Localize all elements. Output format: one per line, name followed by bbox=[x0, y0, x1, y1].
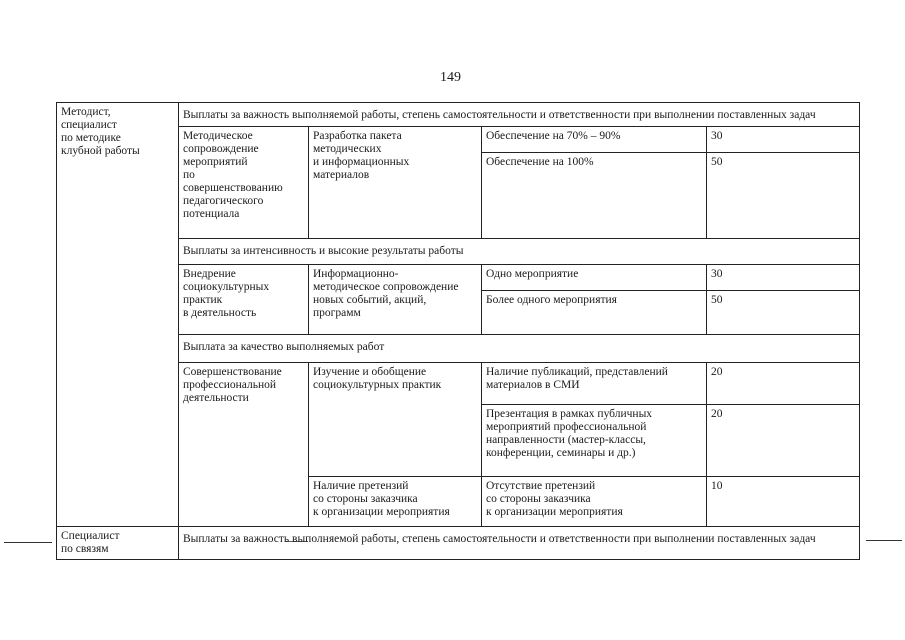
indicator-name: Разработка пакета методических и информационных материалов bbox=[313, 130, 410, 181]
condition-cell bbox=[482, 127, 707, 153]
section-title bbox=[179, 527, 860, 560]
points-cell bbox=[707, 265, 860, 291]
condition-text: Обеспечение на 100% bbox=[486, 156, 594, 168]
section-header-row bbox=[57, 103, 860, 127]
condition-text: Обеспечение на 70% – 90% bbox=[486, 130, 621, 142]
section-title-text: Выплаты за важность выполняемой работы, степень самостоятельности и ответственности при выполнении поставленных задач bbox=[183, 533, 816, 545]
indicator-name: Наличие претензий со стороны заказчика к организации мероприятия bbox=[313, 480, 450, 518]
points-value: 50 bbox=[711, 156, 723, 168]
criterion-cell bbox=[179, 127, 309, 239]
condition-cell bbox=[482, 363, 707, 405]
criterion-name: Методическое сопровождение мероприятий по совершенствованию педагогического потенциала bbox=[183, 130, 283, 220]
condition-cell bbox=[482, 291, 707, 335]
indicator-name: Изучение и обобщение социокультурных практик bbox=[313, 366, 442, 391]
role-cell bbox=[57, 103, 179, 527]
points-value: 50 bbox=[711, 294, 723, 306]
section-title-text: Выплаты за важность выполняемой работы, степень самостоятельности и ответственности при выполнении поставленных задач bbox=[183, 109, 816, 121]
table-body bbox=[57, 103, 860, 560]
points-value: 20 bbox=[711, 408, 723, 420]
condition-text: Презентация в рамках публичных мероприятий профессиональной направленности (мастер-классы, конференции, семинары и др.) bbox=[486, 408, 653, 459]
condition-cell bbox=[482, 153, 707, 239]
section-title bbox=[179, 239, 860, 265]
points-value: 30 bbox=[711, 268, 723, 280]
indicator-cell bbox=[309, 265, 482, 335]
condition-text: Наличие публикаций, представлений материалов в СМИ bbox=[486, 366, 668, 391]
section-title bbox=[179, 103, 860, 127]
points-cell bbox=[707, 153, 860, 239]
criterion-name: Совершенствование профессиональной деятельности bbox=[183, 366, 282, 404]
points-cell bbox=[707, 127, 860, 153]
section-title-text: Выплаты за интенсивность и высокие результаты работы bbox=[183, 245, 464, 257]
condition-cell bbox=[482, 477, 707, 527]
payment-criteria-table bbox=[56, 102, 860, 560]
indicator-cell bbox=[309, 477, 482, 527]
role-name: Методист, специалист по методике клубной работы bbox=[61, 106, 140, 157]
indicator-cell bbox=[309, 363, 482, 477]
indicator-name: Информационно- методическое сопровождение новых событий, акций, программ bbox=[313, 268, 459, 319]
section-title bbox=[179, 335, 860, 363]
criterion-name: Внедрение социокультурных практик в деятельность bbox=[183, 268, 270, 319]
condition-cell bbox=[482, 265, 707, 291]
role-name: Специалист по связям bbox=[61, 530, 120, 555]
condition-text: Отсутствие претензий со стороны заказчика к организации мероприятия bbox=[486, 480, 623, 518]
points-cell bbox=[707, 291, 860, 335]
indicator-cell bbox=[309, 127, 482, 239]
criterion-cell bbox=[179, 363, 309, 527]
section-header-row bbox=[57, 527, 860, 560]
points-value: 20 bbox=[711, 366, 723, 378]
condition-text: Более одного мероприятия bbox=[486, 294, 617, 306]
points-value: 30 bbox=[711, 130, 723, 142]
condition-text: Одно мероприятие bbox=[486, 268, 579, 280]
points-cell bbox=[707, 363, 860, 405]
section-title-text: Выплата за качество выполняемых работ bbox=[183, 341, 385, 353]
points-cell bbox=[707, 477, 860, 527]
points-cell bbox=[707, 405, 860, 477]
condition-cell bbox=[482, 405, 707, 477]
role-cell bbox=[57, 527, 179, 560]
left-margin-mark bbox=[4, 542, 52, 543]
right-margin-mark bbox=[866, 540, 902, 541]
page-number: 149 bbox=[440, 70, 461, 85]
criterion-cell bbox=[179, 265, 309, 335]
points-value: 10 bbox=[711, 480, 723, 492]
